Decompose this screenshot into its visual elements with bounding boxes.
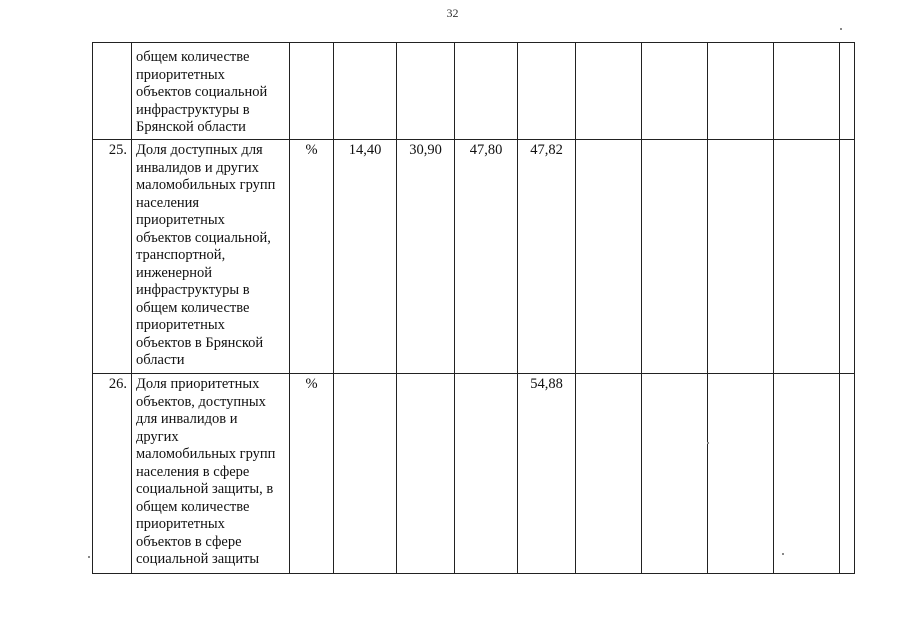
indicator-name-line: инженерной: [136, 264, 212, 281]
value-cell: [397, 43, 455, 140]
value-cell: 47,80: [455, 140, 518, 374]
value-cell: [840, 140, 855, 374]
scan-speck: [707, 442, 709, 444]
row-number-cell: 25.: [93, 140, 132, 374]
indicator-name-line: общем количестве: [136, 299, 250, 316]
indicator-name-line: инвалидов и других: [136, 159, 259, 176]
indicator-name-line: маломобильных групп: [136, 177, 276, 193]
indicator-name-line: социальной защиты: [136, 551, 260, 567]
value-cell: [334, 374, 397, 574]
indicator-name-line: приоритетных: [136, 66, 225, 83]
value-cell: [455, 374, 518, 574]
unit-cell: [290, 43, 334, 140]
indicator-name-line: населения: [136, 194, 200, 211]
table-row: [93, 140, 855, 374]
indicator-name-line: общем количестве: [136, 49, 250, 65]
indicator-name-line: объектов, доступных: [136, 393, 266, 410]
row-number-cell: [93, 43, 132, 140]
value-cell: [840, 374, 855, 574]
indicator-name-line: приоритетных: [136, 317, 225, 333]
row-number-cell: 26.: [93, 374, 132, 574]
indicator-name-line: инфраструктуры в: [136, 282, 250, 298]
value-cell: 14,40: [334, 140, 397, 374]
indicator-name-line: других: [136, 428, 179, 445]
value-cell: [334, 43, 397, 140]
indicator-name-line: инфраструктуры в: [136, 101, 250, 118]
indicator-name-line: приоритетных: [136, 212, 225, 228]
indicators-table: [92, 42, 855, 574]
value-cell: [774, 140, 840, 374]
indicator-name-line: населения в сфере: [136, 463, 250, 480]
scan-speck: [782, 553, 784, 555]
value-cell: 54,88: [518, 374, 576, 574]
value-cell: [518, 43, 576, 140]
indicator-name-cell: [132, 43, 290, 140]
value-cell: [642, 140, 708, 374]
value-cell: 47,82: [518, 140, 576, 374]
indicator-name-line: маломобильных групп: [136, 446, 276, 462]
value-cell: [455, 43, 518, 140]
indicator-name-line: области: [136, 352, 185, 368]
value-cell: [708, 374, 774, 574]
unit-cell: %: [290, 140, 334, 374]
indicator-name-line: Доля приоритетных: [136, 376, 260, 392]
table-row: [93, 43, 855, 140]
value-cell: [840, 43, 855, 140]
table-body: [93, 43, 855, 574]
value-cell: 30,90: [397, 140, 455, 374]
indicator-name-line: Брянской области: [136, 119, 246, 135]
value-cell: [642, 374, 708, 574]
value-cell: [576, 43, 642, 140]
value-cell: [708, 43, 774, 140]
scan-speck: [88, 556, 90, 558]
value-cell: [397, 374, 455, 574]
indicator-name-line: объектов социальной: [136, 84, 268, 100]
indicator-name-cell: [132, 140, 290, 374]
indicator-name-line: приоритетных: [136, 516, 225, 532]
indicator-name-line: объектов социальной,: [136, 229, 271, 246]
value-cell: [576, 140, 642, 374]
indicator-name-line: объектов в сфере: [136, 533, 242, 550]
value-cell: [774, 43, 840, 140]
unit-cell: %: [290, 374, 334, 574]
indicator-name-cell: [132, 374, 290, 574]
indicator-name-line: объектов в Брянской: [136, 334, 264, 351]
scan-speck: [840, 28, 842, 30]
indicator-name-line: Доля доступных для: [136, 142, 263, 158]
table-row: [93, 374, 855, 574]
value-cell: [642, 43, 708, 140]
indicator-name-line: для инвалидов и: [136, 411, 238, 427]
value-cell: [576, 374, 642, 574]
indicator-name-line: социальной защиты, в: [136, 481, 274, 497]
value-cell: [708, 140, 774, 374]
indicator-name-line: общем количестве: [136, 498, 250, 515]
page-number: 32: [446, 6, 459, 20]
value-cell: [774, 374, 840, 574]
indicator-name-line: транспортной,: [136, 247, 226, 263]
